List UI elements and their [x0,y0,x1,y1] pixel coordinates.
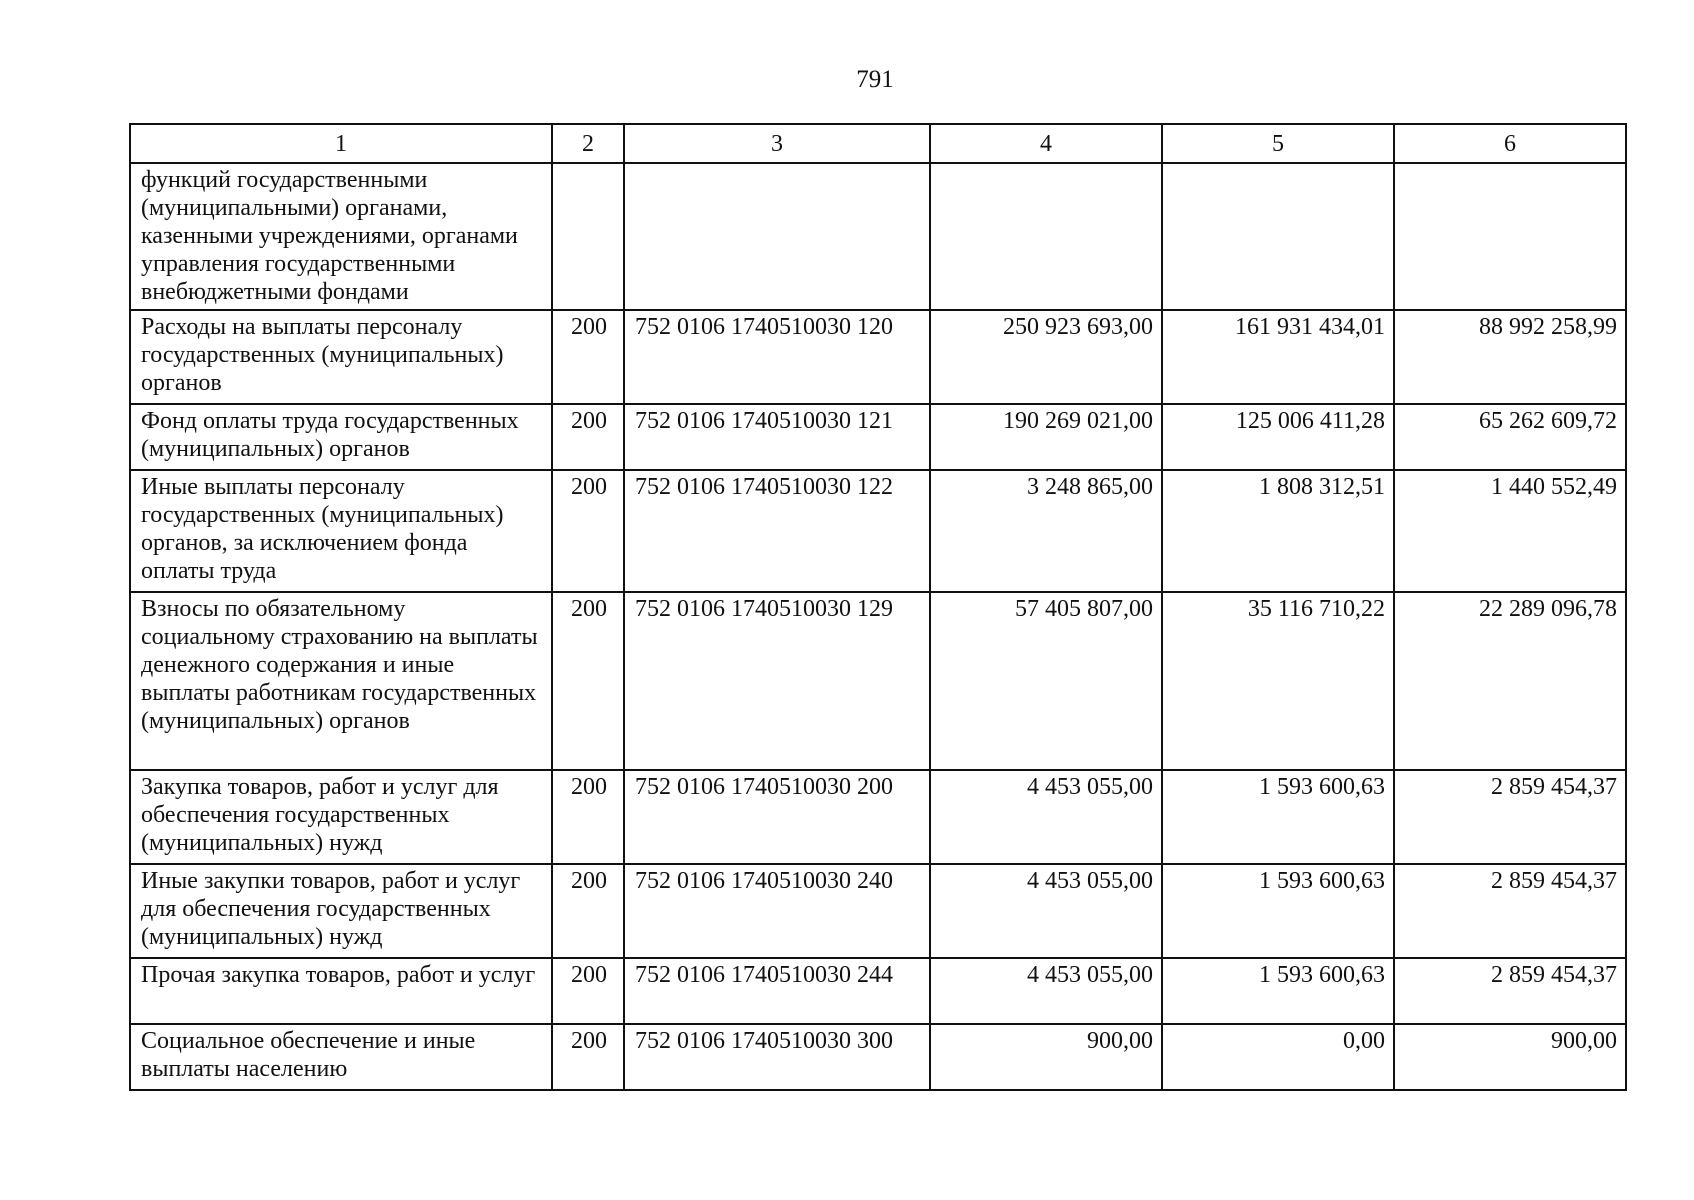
row-line-code [552,163,624,310]
row-executed: 161 931 434,01 [1162,310,1394,404]
row-line-code: 200 [552,864,624,958]
row-name: Фонд оплаты труда государственных (муниципальных) органов [130,404,552,470]
table-row [130,770,1626,864]
row-unexecuted: 900,00 [1394,1024,1626,1090]
budget-table [129,123,1627,1091]
row-budget-code: 752 0106 1740510030 200 [624,770,930,864]
row-name: Иные закупки товаров, работ и услуг для обеспечения государственных (муниципальных) нужд [130,864,552,958]
row-approved [930,163,1162,310]
page-number: 791 [856,66,894,93]
row-approved: 57 405 807,00 [930,592,1162,770]
column-header: 4 [930,124,1162,163]
row-approved: 190 269 021,00 [930,404,1162,470]
row-approved: 250 923 693,00 [930,310,1162,404]
row-executed [1162,163,1394,310]
row-approved: 4 453 055,00 [930,958,1162,1024]
row-unexecuted: 2 859 454,37 [1394,958,1626,1024]
row-line-code: 200 [552,310,624,404]
row-name: Взносы по обязательному социальному страхованию на выплаты денежного содержания и иные выплаты работникам государственных (муниципальных) органов [130,592,552,770]
row-name: Прочая закупка товаров, работ и услуг [130,958,552,1024]
table-row [130,310,1626,404]
row-line-code: 200 [552,770,624,864]
row-line-code: 200 [552,592,624,770]
row-executed: 1 593 600,63 [1162,958,1394,1024]
table-row [130,592,1626,770]
row-executed: 35 116 710,22 [1162,592,1394,770]
row-approved: 900,00 [930,1024,1162,1090]
column-header: 5 [1162,124,1394,163]
row-approved: 4 453 055,00 [930,770,1162,864]
row-budget-code: 752 0106 1740510030 129 [624,592,930,770]
header-row [130,124,1626,163]
row-name: функций государственными (муниципальными) органами, казенными учреждениями, органами управления государственными внебюджетными фондами [130,163,552,310]
row-line-code: 200 [552,470,624,592]
row-name: Иные выплаты персоналу государственных (муниципальных) органов, за исключением фонда оплаты труда [130,470,552,592]
table-row [130,470,1626,592]
row-unexecuted [1394,163,1626,310]
row-executed: 1 593 600,63 [1162,864,1394,958]
row-budget-code: 752 0106 1740510030 244 [624,958,930,1024]
row-budget-code: 752 0106 1740510030 121 [624,404,930,470]
row-executed: 1 808 312,51 [1162,470,1394,592]
row-line-code: 200 [552,404,624,470]
row-approved: 4 453 055,00 [930,864,1162,958]
column-header: 2 [552,124,624,163]
row-unexecuted: 88 992 258,99 [1394,310,1626,404]
row-executed: 125 006 411,28 [1162,404,1394,470]
column-header: 6 [1394,124,1626,163]
row-line-code: 200 [552,1024,624,1090]
table-row [130,163,1626,310]
row-unexecuted: 22 289 096,78 [1394,592,1626,770]
row-budget-code: 752 0106 1740510030 122 [624,470,930,592]
table-row [130,1024,1626,1090]
row-name: Расходы на выплаты персоналу государственных (муниципальных) органов [130,310,552,404]
row-unexecuted: 1 440 552,49 [1394,470,1626,592]
row-executed: 1 593 600,63 [1162,770,1394,864]
table-row [130,404,1626,470]
row-approved: 3 248 865,00 [930,470,1162,592]
column-header: 3 [624,124,930,163]
column-header: 1 [130,124,552,163]
row-line-code: 200 [552,958,624,1024]
row-executed: 0,00 [1162,1024,1394,1090]
table-row [130,864,1626,958]
row-name: Социальное обеспечение и иные выплаты населению [130,1024,552,1090]
row-budget-code: 752 0106 1740510030 300 [624,1024,930,1090]
row-unexecuted: 65 262 609,72 [1394,404,1626,470]
row-unexecuted: 2 859 454,37 [1394,770,1626,864]
row-unexecuted: 2 859 454,37 [1394,864,1626,958]
table-row [130,958,1626,1024]
row-budget-code: 752 0106 1740510030 240 [624,864,930,958]
row-name: Закупка товаров, работ и услуг для обеспечения государственных (муниципальных) нужд [130,770,552,864]
row-budget-code [624,163,930,310]
row-budget-code: 752 0106 1740510030 120 [624,310,930,404]
